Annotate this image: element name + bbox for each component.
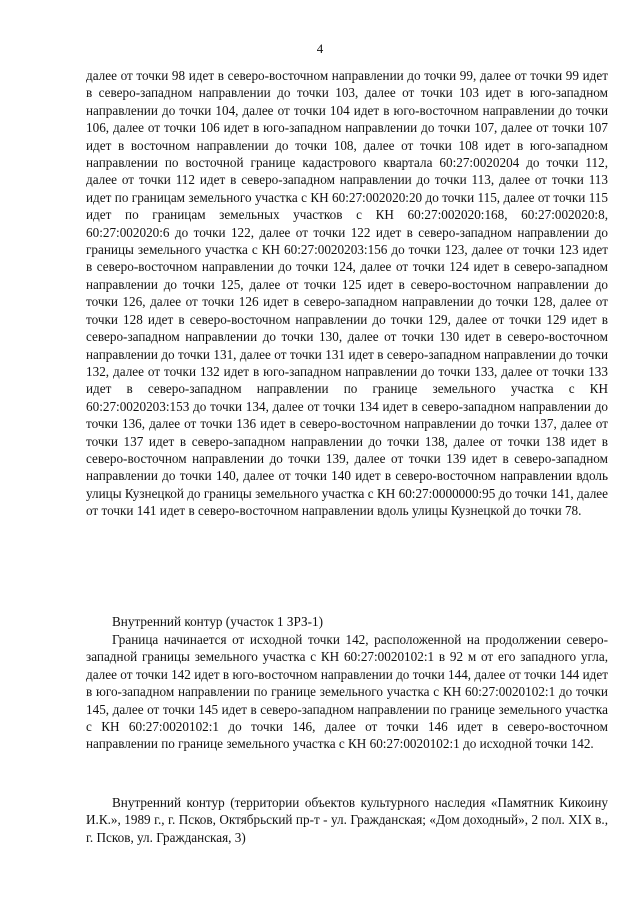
page-number: 4 [316,41,324,56]
inner-contour-paragraph: Граница начинается от исходной точки 142, расположенной на продолжении северо-западной границы земельного участка с КН 60:27:0020102:1 в 92 м от его западного угла, далее от точки 142 идет в юго-восточном направлении до точки 144, далее от точки 144 идет в юго-западном направлении по границе земельного участка с КН 60:27:0020102:1 до точки 145, далее от точки 145 идет в северо-западном направлении по границе земельного участка с КН 60:27:0020102:1 до точки 146, далее от точки 146 идет в северо-восточном направлении по границе земельного участка с КН 60:27:0020102:1 до исходной точки 142. [86,632,608,752]
boundary-description-paragraph: далее от точки 98 идет в северо-восточном направлении до точки 99, далее от точки 99 идет в северо-западном направлении до точки 103, далее от точки 103 идет в юго-западном направлении до точки 104, далее от точки 104 идет в юго-восточном направлении до точки 106, далее от точки 106 идет в юго-западном направлении до точки 107, далее от точки 107 идет в восточном направлении до точки 108, далее от точки 108 идет в юго-западном направлении по восточной границе кадастрового квартала 60:27:0020204 до точки 112, далее от точки 112 идет в северо-западном направлении до точки 113, далее от точки 113 идет по границам земельного участка с КН 60:27:002020:20 до точки 115, далее от точки 115 идет по границам земельных участков с КН 60:27:002020:168, 60:27:002020:8, 60:27:002020:6 до точки 122, далее от точки 122 идет в северо-западном направлении до границы земельного участка с КН 60:27:0020203:156 до точки 123, далее от точки 123 идет в северо-восточном направлении до точки 124, далее от точки 124 идет в северо-западном направлении до точки 125, далее от точки 125 идет в северо-восточном направлении до точки 126, далее от точки 126 идет в северо-западном направлении до точки 128, далее от точки 128 идет в северо-восточном направлении до точки 129, далее от точки 129 идет в северо-западном направлении до точки 130, далее от точки 130 идет в северо-восточном направлении до точки 131, далее от точки 131 идет в северо-западном направлении до точки 132, далее от точки 132 идет в юго-западном направлении до точки 133, далее от точки 133 идет в северо-западном направлении по границе земельного участка с КН 60:27:0020203:153 до точки 134, далее от точки 134 идет в северо-западном направлении до точки 136, далее от точки 136 идет в северо-восточном направлении до точки 137, далее от точки 137 идет в северо-западном направлении до точки 138, далее от точки 138 идет в северо-восточном направлении до точки 139, далее от точки 139 идет в северо-западном направлении до точки 140, далее от точки 140 идет в северо-восточном направлении вдоль улицы Кузнецкой до границы земельного участка с КН 60:27:0000000:95 до точки 141, далее от точки 141 идет в северо-восточном направлении вдоль улицы Кузнецкой до точки 78. [86,68,608,519]
inner-contour-heritage-paragraph: Внутренний контур (территории объектов культурного наследия «Памятник Кикоину И.К.», 1989 г., г. Псков, Октябрьский пр-т - ул. Гражданская; «Дом доходный», 2 пол. XIX в., г. Псков, ул. Гражданская, 3) [86,795,608,845]
inner-contour-heading: Внутренний контур (участок 1 ЗРЗ-1) [112,614,323,629]
